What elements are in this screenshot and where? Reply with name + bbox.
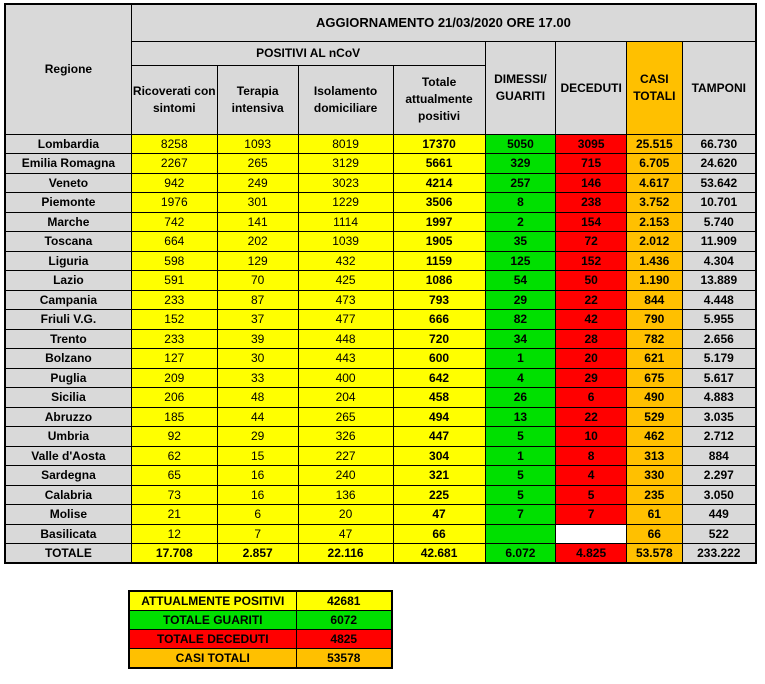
- dimessi-column-header: DIMESSI/ GUARITI: [485, 41, 556, 134]
- region-cell: Marche: [5, 212, 131, 232]
- positivi-group-header: POSITIVI AL nCoV: [131, 41, 485, 65]
- ricoverati-cell: 209: [131, 368, 217, 388]
- totals-totale-positivi: 42.681: [393, 544, 485, 564]
- terapia-cell: 249: [217, 173, 298, 193]
- casi-totali-cell: 462: [627, 427, 683, 447]
- deceduti-column-header: DECEDUTI: [556, 41, 627, 134]
- tamponi-cell: 4.883: [682, 388, 756, 408]
- totals-casi: 53.578: [627, 544, 683, 564]
- table-row: [5, 427, 756, 447]
- summary-value: 53578: [296, 649, 392, 669]
- casi-totali-cell: 330: [627, 466, 683, 486]
- totals-dimessi: 6.072: [485, 544, 556, 564]
- table-row: [5, 407, 756, 427]
- terapia-cell: 37: [217, 310, 298, 330]
- dimessi-cell: 5050: [485, 134, 556, 154]
- region-cell: Sicilia: [5, 388, 131, 408]
- isolamento-cell: 425: [298, 271, 393, 291]
- deceduti-cell: 28: [556, 329, 627, 349]
- region-cell: Emilia Romagna: [5, 154, 131, 174]
- terapia-cell: 141: [217, 212, 298, 232]
- dimessi-cell: 13: [485, 407, 556, 427]
- isolamento-cell: 3129: [298, 154, 393, 174]
- terapia-cell: 15: [217, 446, 298, 466]
- casi-totali-cell: 2.012: [627, 232, 683, 252]
- deceduti-cell: 3095: [556, 134, 627, 154]
- deceduti-cell: 238: [556, 193, 627, 213]
- totale-positivi-cell: 600: [393, 349, 485, 369]
- isolamento-cell: 240: [298, 466, 393, 486]
- totals-label: TOTALE: [5, 544, 131, 564]
- table-row: [5, 349, 756, 369]
- deceduti-cell: 715: [556, 154, 627, 174]
- totale-positivi-cell: 47: [393, 505, 485, 525]
- tamponi-cell: 3.035: [682, 407, 756, 427]
- table-row: [5, 251, 756, 271]
- table-row: [5, 524, 756, 544]
- region-cell: Puglia: [5, 368, 131, 388]
- tamponi-cell: 11.909: [682, 232, 756, 252]
- deceduti-cell: 29: [556, 368, 627, 388]
- isolamento-cell: 1229: [298, 193, 393, 213]
- dimessi-cell: 29: [485, 290, 556, 310]
- dimessi-cell: 7: [485, 505, 556, 525]
- dimessi-cell: 1: [485, 349, 556, 369]
- ricoverati-cell: 62: [131, 446, 217, 466]
- table-row: [5, 368, 756, 388]
- dimessi-cell: 5: [485, 466, 556, 486]
- isolamento-cell: 1114: [298, 212, 393, 232]
- tamponi-cell: 24.620: [682, 154, 756, 174]
- dimessi-cell: 125: [485, 251, 556, 271]
- isolamento-cell: 448: [298, 329, 393, 349]
- tamponi-cell: 884: [682, 446, 756, 466]
- table-title: AGGIORNAMENTO 21/03/2020 ORE 17.00: [131, 4, 756, 41]
- ricoverati-cell: 206: [131, 388, 217, 408]
- totale-positivi-cell: 1086: [393, 271, 485, 291]
- totals-terapia: 2.857: [217, 544, 298, 564]
- table-row: [5, 446, 756, 466]
- casi-totali-cell: 3.752: [627, 193, 683, 213]
- terapia-cell: 87: [217, 290, 298, 310]
- terapia-cell: 39: [217, 329, 298, 349]
- totale-positivi-cell: 793: [393, 290, 485, 310]
- isolamento-cell: 443: [298, 349, 393, 369]
- terapia-cell: 16: [217, 485, 298, 505]
- deceduti-cell: 22: [556, 290, 627, 310]
- dimessi-cell: 1: [485, 446, 556, 466]
- summary-table: [128, 590, 393, 669]
- terapia-cell: 129: [217, 251, 298, 271]
- table-row: [5, 193, 756, 213]
- ricoverati-cell: 12: [131, 524, 217, 544]
- region-cell: Liguria: [5, 251, 131, 271]
- totale-positivi-cell: 321: [393, 466, 485, 486]
- casi-totali-cell: 621: [627, 349, 683, 369]
- table-row: [5, 232, 756, 252]
- casi-totali-cell: 2.153: [627, 212, 683, 232]
- tamponi-cell: 2.712: [682, 427, 756, 447]
- totale-positivi-cell: 447: [393, 427, 485, 447]
- summary-label: TOTALE GUARITI: [129, 611, 296, 630]
- casi-totali-cell: 529: [627, 407, 683, 427]
- ricoverati-cell: 92: [131, 427, 217, 447]
- ricoverati-cell: 65: [131, 466, 217, 486]
- dimessi-cell: 34: [485, 329, 556, 349]
- isolamento-cell: 473: [298, 290, 393, 310]
- dimessi-cell: 8: [485, 193, 556, 213]
- deceduti-cell: 6: [556, 388, 627, 408]
- isolamento-cell: 136: [298, 485, 393, 505]
- tamponi-cell: 4.448: [682, 290, 756, 310]
- casi-totali-cell: 313: [627, 446, 683, 466]
- terapia-cell: 202: [217, 232, 298, 252]
- isolamento-cell: 1039: [298, 232, 393, 252]
- region-cell: Piemonte: [5, 193, 131, 213]
- region-cell: Basilicata: [5, 524, 131, 544]
- terapia-cell: 6: [217, 505, 298, 525]
- region-cell: Veneto: [5, 173, 131, 193]
- summary-row: [129, 649, 392, 669]
- tamponi-cell: 5.955: [682, 310, 756, 330]
- deceduti-cell: 42: [556, 310, 627, 330]
- casi-totali-cell: 235: [627, 485, 683, 505]
- summary-value: 6072: [296, 611, 392, 630]
- region-cell: Calabria: [5, 485, 131, 505]
- tamponi-cell: 2.297: [682, 466, 756, 486]
- casi-totali-cell: 66: [627, 524, 683, 544]
- deceduti-cell: 5: [556, 485, 627, 505]
- deceduti-cell: 4: [556, 466, 627, 486]
- totale-positivi-cell: 1159: [393, 251, 485, 271]
- table-row: [5, 329, 756, 349]
- isolamento-cell: 432: [298, 251, 393, 271]
- totale-positivi-cell: 1905: [393, 232, 485, 252]
- summary-row: [129, 630, 392, 649]
- tamponi-cell: 53.642: [682, 173, 756, 193]
- casi-totali-cell: 675: [627, 368, 683, 388]
- isolamento-cell: 326: [298, 427, 393, 447]
- region-cell: Valle d'Aosta: [5, 446, 131, 466]
- ricoverati-cell: 664: [131, 232, 217, 252]
- summary-value: 42681: [296, 591, 392, 611]
- totals-ricoverati: 17.708: [131, 544, 217, 564]
- ricoverati-cell: 2267: [131, 154, 217, 174]
- dimessi-cell: 4: [485, 368, 556, 388]
- region-cell: Molise: [5, 505, 131, 525]
- isolamento-cell: 20: [298, 505, 393, 525]
- tamponi-cell: 522: [682, 524, 756, 544]
- casi-totali-cell: 490: [627, 388, 683, 408]
- totale-positivi-cell: 3506: [393, 193, 485, 213]
- totale-positivi-cell: 642: [393, 368, 485, 388]
- casi-totali-cell: 25.515: [627, 134, 683, 154]
- dimessi-cell: [485, 524, 556, 544]
- tamponi-cell: 5.740: [682, 212, 756, 232]
- terapia-column-header: Terapia intensiva: [217, 65, 298, 134]
- deceduti-cell: 146: [556, 173, 627, 193]
- isolamento-cell: 8019: [298, 134, 393, 154]
- totale-positivi-cell: 1997: [393, 212, 485, 232]
- casi-totali-cell: 4.617: [627, 173, 683, 193]
- tamponi-column-header: TAMPONI: [682, 41, 756, 134]
- region-cell: Campania: [5, 290, 131, 310]
- tamponi-cell: 5.179: [682, 349, 756, 369]
- totale-positivi-cell: 225: [393, 485, 485, 505]
- terapia-cell: 70: [217, 271, 298, 291]
- summary-label: TOTALE DECEDUTI: [129, 630, 296, 649]
- ricoverati-cell: 127: [131, 349, 217, 369]
- table-row: [5, 134, 756, 154]
- totals-isolamento: 22.116: [298, 544, 393, 564]
- table-row: [5, 388, 756, 408]
- terapia-cell: 48: [217, 388, 298, 408]
- dimessi-cell: 329: [485, 154, 556, 174]
- tamponi-cell: 13.889: [682, 271, 756, 291]
- tamponi-cell: 3.050: [682, 485, 756, 505]
- terapia-cell: 29: [217, 427, 298, 447]
- ricoverati-cell: 73: [131, 485, 217, 505]
- summary-row: [129, 591, 392, 611]
- table-row: [5, 485, 756, 505]
- ricoverati-column-header: Ricoverati con sintomi: [131, 65, 217, 134]
- ricoverati-cell: 185: [131, 407, 217, 427]
- tamponi-cell: 449: [682, 505, 756, 525]
- isolamento-cell: 477: [298, 310, 393, 330]
- deceduti-cell: 72: [556, 232, 627, 252]
- region-cell: Bolzano: [5, 349, 131, 369]
- ricoverati-cell: 233: [131, 329, 217, 349]
- table-row: [5, 290, 756, 310]
- totals-deceduti: 4.825: [556, 544, 627, 564]
- terapia-cell: 265: [217, 154, 298, 174]
- dimessi-cell: 35: [485, 232, 556, 252]
- totale-positivi-cell: 304: [393, 446, 485, 466]
- region-cell: Abruzzo: [5, 407, 131, 427]
- terapia-cell: 33: [217, 368, 298, 388]
- table-row: [5, 154, 756, 174]
- terapia-cell: 44: [217, 407, 298, 427]
- isolamento-cell: 47: [298, 524, 393, 544]
- tamponi-cell: 10.701: [682, 193, 756, 213]
- casi-totali-cell: 790: [627, 310, 683, 330]
- casi-totali-cell: 61: [627, 505, 683, 525]
- casi-totali-cell: 1.190: [627, 271, 683, 291]
- regional-data-table: [4, 3, 757, 564]
- deceduti-cell: 7: [556, 505, 627, 525]
- ricoverati-cell: 598: [131, 251, 217, 271]
- deceduti-cell: 20: [556, 349, 627, 369]
- deceduti-cell: [556, 524, 627, 544]
- isolamento-cell: 3023: [298, 173, 393, 193]
- table-row: [5, 173, 756, 193]
- region-cell: Toscana: [5, 232, 131, 252]
- totale-positivi-cell: 4214: [393, 173, 485, 193]
- totale-positivi-cell: 494: [393, 407, 485, 427]
- dimessi-cell: 54: [485, 271, 556, 291]
- region-cell: Lombardia: [5, 134, 131, 154]
- totals-row: [5, 544, 756, 564]
- ricoverati-cell: 942: [131, 173, 217, 193]
- region-cell: Sardegna: [5, 466, 131, 486]
- tamponi-cell: 2.656: [682, 329, 756, 349]
- deceduti-cell: 152: [556, 251, 627, 271]
- totale-positivi-cell: 458: [393, 388, 485, 408]
- terapia-cell: 7: [217, 524, 298, 544]
- tamponi-cell: 5.617: [682, 368, 756, 388]
- terapia-cell: 1093: [217, 134, 298, 154]
- isolamento-cell: 227: [298, 446, 393, 466]
- ricoverati-cell: 742: [131, 212, 217, 232]
- totals-tamponi: 233.222: [682, 544, 756, 564]
- region-cell: Trento: [5, 329, 131, 349]
- ricoverati-cell: 1976: [131, 193, 217, 213]
- isolamento-cell: 265: [298, 407, 393, 427]
- casi-totali-cell: 844: [627, 290, 683, 310]
- dimessi-cell: 2: [485, 212, 556, 232]
- deceduti-cell: 50: [556, 271, 627, 291]
- isolamento-cell: 204: [298, 388, 393, 408]
- dimessi-cell: 5: [485, 427, 556, 447]
- table-row: [5, 466, 756, 486]
- totale-positivi-column-header: Totale attualmente positivi: [393, 65, 485, 134]
- casi-column-header: CASI TOTALI: [627, 41, 683, 134]
- table-row: [5, 212, 756, 232]
- terapia-cell: 30: [217, 349, 298, 369]
- deceduti-cell: 10: [556, 427, 627, 447]
- deceduti-cell: 8: [556, 446, 627, 466]
- summary-value: 4825: [296, 630, 392, 649]
- table-row: [5, 310, 756, 330]
- casi-totali-cell: 1.436: [627, 251, 683, 271]
- deceduti-cell: 22: [556, 407, 627, 427]
- table-row: [5, 505, 756, 525]
- region-cell: Friuli V.G.: [5, 310, 131, 330]
- ricoverati-cell: 21: [131, 505, 217, 525]
- tamponi-cell: 4.304: [682, 251, 756, 271]
- dimessi-cell: 257: [485, 173, 556, 193]
- totale-positivi-cell: 66: [393, 524, 485, 544]
- dimessi-cell: 5: [485, 485, 556, 505]
- terapia-cell: 16: [217, 466, 298, 486]
- region-cell: Lazio: [5, 271, 131, 291]
- deceduti-cell: 154: [556, 212, 627, 232]
- casi-totali-cell: 6.705: [627, 154, 683, 174]
- region-column-header: Regione: [5, 4, 131, 134]
- totale-positivi-cell: 666: [393, 310, 485, 330]
- table-row: [5, 271, 756, 291]
- terapia-cell: 301: [217, 193, 298, 213]
- summary-row: [129, 611, 392, 630]
- totale-positivi-cell: 5661: [393, 154, 485, 174]
- ricoverati-cell: 233: [131, 290, 217, 310]
- dimessi-cell: 26: [485, 388, 556, 408]
- summary-label: ATTUALMENTE POSITIVI: [129, 591, 296, 611]
- ricoverati-cell: 152: [131, 310, 217, 330]
- dimessi-cell: 82: [485, 310, 556, 330]
- casi-totali-cell: 782: [627, 329, 683, 349]
- isolamento-column-header: Isolamento domiciliare: [298, 65, 393, 134]
- ricoverati-cell: 8258: [131, 134, 217, 154]
- region-cell: Umbria: [5, 427, 131, 447]
- ricoverati-cell: 591: [131, 271, 217, 291]
- totale-positivi-cell: 720: [393, 329, 485, 349]
- isolamento-cell: 400: [298, 368, 393, 388]
- tamponi-cell: 66.730: [682, 134, 756, 154]
- summary-label: CASI TOTALI: [129, 649, 296, 669]
- totale-positivi-cell: 17370: [393, 134, 485, 154]
